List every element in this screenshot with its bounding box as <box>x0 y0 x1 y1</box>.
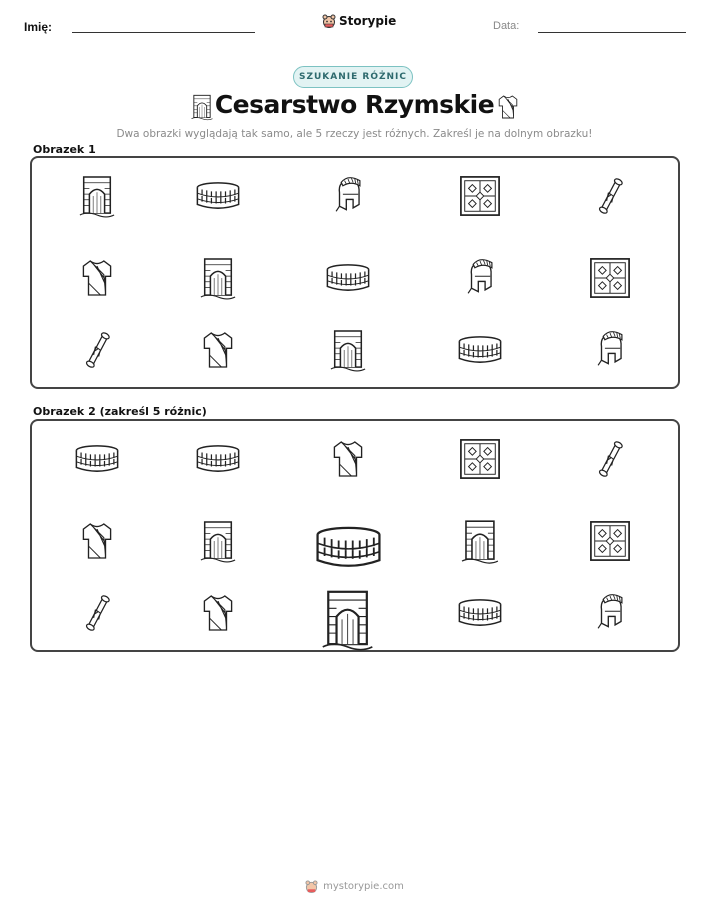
scroll-icon <box>82 327 112 373</box>
picture-item[interactable] <box>460 517 500 565</box>
brand-logo <box>322 14 396 28</box>
footer-url: mystorypie.com <box>323 881 404 892</box>
colosseum-icon <box>457 598 503 628</box>
scroll-icon <box>595 173 625 219</box>
toga-icon <box>201 328 235 372</box>
picture-item[interactable] <box>314 525 383 570</box>
page-title: Cesarstwo Rzymskie <box>214 90 495 119</box>
date-label: Data: <box>493 20 520 32</box>
toga-icon <box>80 519 114 563</box>
aqueduct-icon <box>199 518 237 564</box>
brand-name: Storypie <box>339 14 397 28</box>
name-label: Imię: <box>24 20 53 34</box>
scroll-icon <box>595 436 625 482</box>
picture-item[interactable] <box>199 255 237 301</box>
picture-item[interactable] <box>463 254 497 302</box>
helmet-icon <box>593 326 627 374</box>
aqueduct-icon <box>78 173 116 219</box>
activity-badge: SZUKANIE RÓŻNIC <box>293 66 413 88</box>
colosseum-icon <box>74 444 120 474</box>
picture-item[interactable] <box>595 436 625 482</box>
picture-item[interactable] <box>593 589 627 637</box>
toga-icon <box>497 93 519 121</box>
storypie-mascot-icon <box>305 880 318 893</box>
picture-item[interactable] <box>82 590 112 636</box>
picture-item[interactable] <box>80 519 114 563</box>
mosaic-icon <box>459 175 501 217</box>
toga-icon <box>80 256 114 300</box>
date-line[interactable] <box>538 32 686 33</box>
aqueduct-icon <box>460 517 500 565</box>
picture-item[interactable] <box>74 444 120 474</box>
panel2-label: Obrazek 2 (zakreśl 5 różnic) <box>33 405 207 418</box>
colosseum-icon <box>314 525 383 570</box>
picture-item[interactable] <box>82 327 112 373</box>
aqueduct-icon <box>320 586 375 653</box>
picture-item[interactable] <box>595 173 625 219</box>
mosaic-icon <box>459 438 501 480</box>
picture-item[interactable] <box>195 181 241 211</box>
picture-item[interactable] <box>195 444 241 474</box>
picture-2 <box>30 419 680 652</box>
storypie-mascot-icon <box>322 14 336 28</box>
picture-item[interactable] <box>78 173 116 219</box>
picture-item[interactable] <box>459 438 501 480</box>
aqueduct-icon <box>329 327 367 373</box>
colosseum-icon <box>457 335 503 365</box>
picture-item[interactable] <box>457 598 503 628</box>
picture-item[interactable] <box>325 263 371 293</box>
picture-item[interactable] <box>459 175 501 217</box>
mosaic-icon <box>589 520 631 562</box>
picture-item[interactable] <box>593 326 627 374</box>
helmet-icon <box>331 172 365 220</box>
picture-item[interactable] <box>320 586 375 653</box>
name-line[interactable] <box>72 32 255 33</box>
panel1-label: Obrazek 1 <box>33 143 96 156</box>
scroll-icon <box>82 590 112 636</box>
picture-item[interactable] <box>80 256 114 300</box>
picture-1 <box>30 156 680 389</box>
colosseum-icon <box>325 263 371 293</box>
colosseum-icon <box>195 181 241 211</box>
picture-item[interactable] <box>201 591 235 635</box>
toga-icon <box>201 591 235 635</box>
picture-item[interactable] <box>199 518 237 564</box>
aqueduct-icon <box>199 255 237 301</box>
picture-item[interactable] <box>589 520 631 562</box>
picture-item[interactable] <box>331 437 365 481</box>
mosaic-icon <box>589 257 631 299</box>
helmet-icon <box>463 254 497 302</box>
picture-item[interactable] <box>331 172 365 220</box>
picture-item[interactable] <box>329 327 367 373</box>
colosseum-icon <box>195 444 241 474</box>
picture-item[interactable] <box>201 328 235 372</box>
instructions: Dwa obrazki wyglądają tak samo, ale 5 rzeczy jest różnych. Zakreśl je na dolnym obrazku! <box>116 128 593 140</box>
picture-item[interactable] <box>457 335 503 365</box>
picture-item[interactable] <box>589 257 631 299</box>
helmet-icon <box>593 589 627 637</box>
toga-icon <box>331 437 365 481</box>
footer <box>0 880 709 893</box>
